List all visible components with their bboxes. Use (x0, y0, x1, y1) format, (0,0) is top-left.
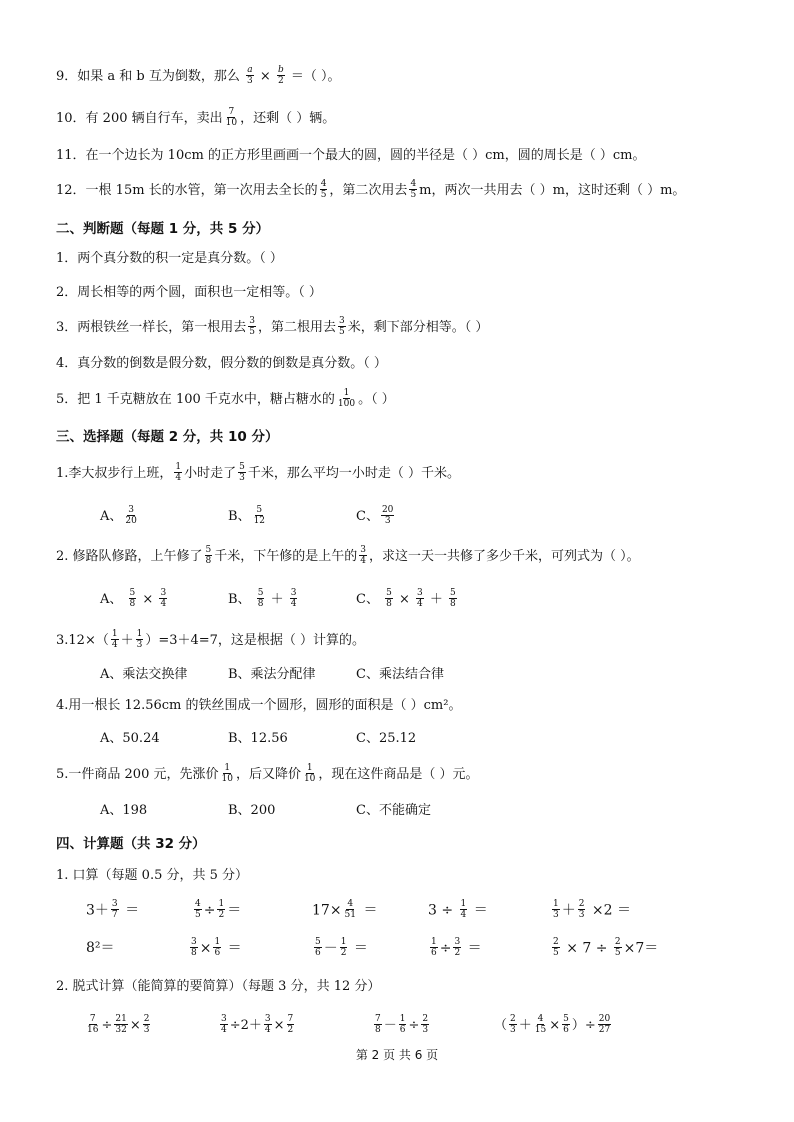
oral-expr: $\frac{2}{5}$ × 7 ÷ $\frac{2}{5}$ ×7＝ (553, 937, 659, 958)
section-choice-title: 三、选择题（每题 2 分，共 10 分） (56, 429, 279, 445)
step-expr: $\frac{7}{8}$ － $\frac{1}{6}$ ÷ $\frac{2}{3}$ (375, 1014, 429, 1035)
choice-1 (56, 463, 460, 484)
choice-4-option-c[interactable]: C、25.12 (356, 731, 417, 746)
choice-4-option-b[interactable]: B、12.56 (228, 731, 288, 746)
fraction: $\frac{1}{4}$ (175, 462, 182, 483)
choice-1-option-a[interactable]: A、 $\frac{3}{20}$ (100, 505, 137, 526)
question-10 (56, 108, 335, 129)
q9-tail: ＝（ ）。 (290, 69, 341, 84)
fraction: $\frac{1}{100}$ (337, 388, 356, 409)
fraction: $\frac{7}{10}$ (225, 107, 238, 128)
question-11 (56, 146, 645, 166)
fraction: $\frac{5}{8}$ (205, 545, 212, 566)
c1-mid: 小时走了 (184, 466, 237, 481)
oral-expr: $\frac{1}{3}$ ＋ $\frac{2}{3}$ ×2 ＝ (553, 899, 632, 920)
fraction: $\frac{3}{4}$ (360, 545, 367, 566)
choice-3-option-b[interactable]: B、乘法分配律 (228, 667, 316, 682)
c2-mid: 千米，下午修的是上午的 (214, 549, 358, 564)
q10-tail: ，还剩（ ）辆。 (240, 111, 336, 126)
plus-sign: ＋ (120, 633, 134, 648)
choice-2-option-b[interactable]: B、 $\frac{5}{8}$ ＋ $\frac{3}{4}$ (228, 588, 297, 609)
fraction: $\frac{1}{10}$ (303, 763, 316, 784)
oral-expr: 8²＝ (86, 940, 115, 956)
choice-2-option-c[interactable]: C、 $\frac{5}{8}$ × $\frac{3}{4}$ ＋ $\frac{5}{8}$ (356, 588, 456, 609)
fraction: $\frac{1}{4}$ (111, 629, 118, 650)
fraction-a-over-3: $\frac{a}{3}$ (247, 65, 253, 86)
section-judgement-title: 二、判断题（每题 1 分，共 5 分） (56, 221, 270, 237)
step-calc-title: 2. 脱式计算（能简算的要简算）（每题 3 分，共 12 分） (56, 979, 381, 994)
c1-lead: 1.李大叔步行上班， (56, 466, 173, 481)
judge-5 (56, 389, 395, 410)
q12-tail: m，两次一共用去（ ）m，这时还剩（ ）m。 (419, 183, 686, 198)
fraction: $\frac{5}{12}$ (253, 505, 266, 526)
question-9 (56, 66, 340, 87)
q10-lead: 10．有 200 辆自行车，卖出 (56, 111, 223, 126)
c2-lead: 2. 修路队修路，上午修了 (56, 549, 203, 564)
oral-expr: $\frac{5}{6}$ － $\frac{1}{2}$ ＝ (315, 937, 368, 958)
section-calc-title: 四、计算题（共 32 分） (56, 836, 206, 852)
judge-4: 4．真分数的倒数是假分数，假分数的倒数是真分数。（ ） (56, 356, 387, 371)
j3-lead: 3．两根铁丝一样长，第一根用去 (56, 320, 247, 335)
c3-tail: ）=3＋4=7，这是根据（ ）计算的。 (145, 633, 366, 648)
judge-3 (56, 317, 488, 338)
choice-4: 4.用一根长 12.56cm 的铁丝围成一个圆形，圆形的面积是（ ）cm²。 (56, 698, 462, 713)
oral-expr: 3＋ $\frac{3}{7}$ ＝ (86, 899, 140, 920)
q11-text: 11．在一个边长为 10cm 的正方形里画画一个最大的圆，圆的半径是（ ）cm，圆的周长是（ ）cm。 (56, 148, 646, 163)
choice-1-option-c[interactable]: C、 $\frac{20}{3}$ (356, 505, 394, 526)
q9-lead: 9．如果 a 和 b 互为倒数，那么 (56, 69, 240, 84)
fraction: $\frac{4}{5}$ (320, 179, 327, 200)
choice-5-option-b[interactable]: B、200 (228, 803, 276, 818)
fraction: $\frac{5}{3}$ (239, 462, 245, 483)
step-expr: $\frac{3}{4}$ ÷2＋ $\frac{3}{4}$ × $\frac{7}{2}$ (221, 1014, 294, 1035)
choice-5-option-c[interactable]: C、不能确定 (356, 803, 431, 818)
oral-expr: $\frac{1}{6}$ ÷ $\frac{3}{2}$ ＝ (431, 937, 482, 958)
j5-lead: 5．把 1 千克糖放在 100 千克水中，糖占糖水的 (56, 392, 335, 407)
q12-lead: 12．一根 15m 长的水管，第一次用去全长的 (56, 183, 318, 198)
fraction: $\frac{20}{3}$ (381, 505, 394, 526)
oral-expr: $\frac{4}{5}$ ÷ $\frac{1}{2}$ ＝ (195, 899, 242, 920)
choice-1-option-b[interactable]: B、 $\frac{5}{12}$ (228, 505, 266, 526)
choice-2-option-a[interactable]: A、 $\frac{5}{8}$ × $\frac{3}{4}$ (100, 588, 167, 609)
fraction-b-over-2: $\frac{b}{2}$ (277, 65, 284, 86)
fraction: $\frac{1}{3}$ (136, 629, 143, 650)
choice-3-option-a[interactable]: A、乘法交换律 (100, 667, 188, 682)
c5-tail: ，现在这件商品是（ ）元。 (318, 767, 479, 782)
j3-mid: ，第二根用去 (258, 320, 337, 335)
judge-2: 2．周长相等的两个圆，面积也一定相等。（ ） (56, 285, 322, 300)
fraction: $\frac{4}{5}$ (410, 179, 417, 200)
question-12 (56, 180, 685, 201)
page-footer: 第 2 页 共 6 页 (355, 1048, 439, 1062)
c1-tail: 千米，那么平均一小时走（ ）千米。 (247, 466, 461, 481)
c3-lead: 3.12×（ (56, 633, 109, 648)
oral-expr: 17× $\frac{4}{51}$ ＝ (312, 899, 378, 920)
fraction: $\frac{3}{20}$ (125, 505, 137, 526)
choice-3 (56, 630, 365, 651)
j5-tail: 。（ ） (358, 392, 395, 407)
fraction: $\frac{3}{5}$ (249, 316, 256, 337)
fraction: $\frac{3}{5}$ (339, 316, 345, 337)
choice-5-option-a[interactable]: A、198 (100, 803, 148, 818)
c5-lead: 5.一件商品 200 元，先涨价 (56, 767, 219, 782)
step-expr: （ $\frac{2}{3}$ ＋ $\frac{4}{15}$ × $\frac{5}{6}$ ）÷ $\frac{20}{27}$ (494, 1014, 611, 1035)
choice-3-option-c[interactable]: C、乘法结合律 (356, 667, 444, 682)
j3-tail: 米，剩下部分相等。（ ） (347, 320, 489, 335)
choice-4-option-a[interactable]: A、50.24 (100, 731, 160, 746)
choice-2 (56, 546, 640, 567)
choice-5 (56, 764, 479, 785)
judge-1: 1．两个真分数的积一定是真分数。（ ） (56, 251, 283, 266)
step-expr: $\frac{7}{16}$ ÷ $\frac{21}{32}$ × $\frac{2}{3}$ (87, 1014, 150, 1035)
oral-expr: 3 ÷ $\frac{1}{4}$ ＝ (428, 899, 488, 920)
fraction: $\frac{1}{10}$ (221, 763, 233, 784)
times-sign: × (259, 69, 271, 84)
oral-calc-title: 1. 口算（每题 0.5 分，共 5 分） (56, 868, 249, 883)
oral-expr: $\frac{3}{8}$ × $\frac{1}{6}$ ＝ (191, 937, 242, 958)
c2-tail: ，求这一天一共修了多少千米，可列式为（ ）。 (369, 549, 640, 564)
c5-mid: ，后又降价 (235, 767, 301, 782)
q12-mid: ，第二次用去 (329, 183, 408, 198)
